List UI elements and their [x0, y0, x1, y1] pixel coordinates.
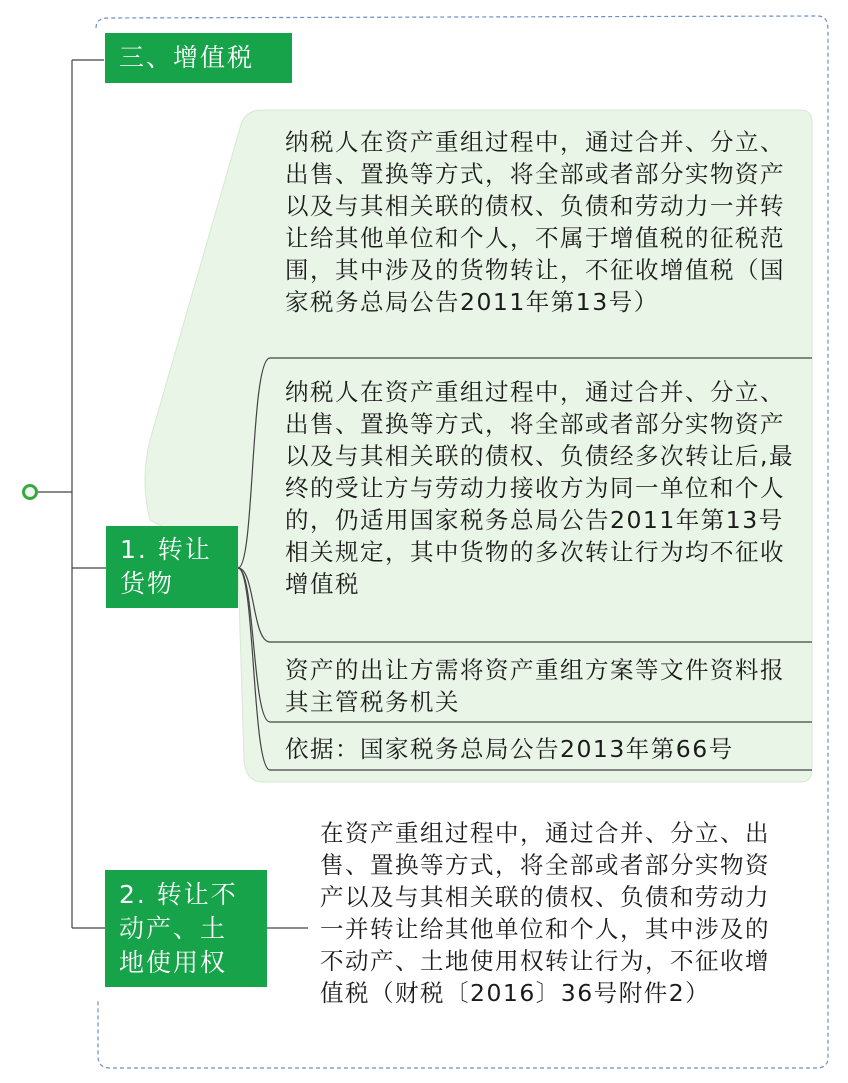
branch-goods-label: 1. 转让 货物: [120, 535, 212, 598]
note-realestate: 在资产重组过程中，通过合并、分立、出售、置换等方式，将全部或者部分实物资产以及与其相关联的债权、负债和劳动力一并转让给其他单位和个人，其中涉及的不动产、土地使用权转让行为，不征收增值税（财税〔2016〕36号附件2）: [320, 819, 770, 1007]
topic-title[interactable]: [105, 33, 292, 83]
topic-title-text: 三、增值税: [119, 43, 255, 72]
branch-realestate-label: 2. 转让不 动产、土 地使用权: [119, 879, 238, 977]
note-goods-2: 纳税人在资产重组过程中，通过合并、分立、出售、置换等方式，将全部或者部分实物资产以及与其相关联的债权、负债经多次转让后,最终的受让方与劳动力接收方为同一单位和个人的，仍适用国家税务总局公告2011年第13号相关规定，其中货物的多次转让行为均不征收增值税: [285, 378, 794, 598]
note-goods-3: 资产的出让方需将资产重组方案等文件资料报其主管税务机关: [285, 656, 785, 716]
branch-realestate-transfer[interactable]: [105, 870, 267, 987]
branch-goods-transfer[interactable]: [106, 526, 238, 608]
note-goods-basis: 依据：国家税务总局公告2013年第66号: [285, 735, 734, 763]
root-node-dot[interactable]: [22, 484, 38, 500]
note-goods-1: 纳税人在资产重组过程中，通过合并、分立、出售、置换等方式，将全部或者部分实物资产以及与其相关联的债权、负债和劳动力一并转让给其他单位和个人，不属于增值税的征税范围，其中涉及的货物转让，不征收增值税（国家税务总局公告2011年第13号）: [285, 128, 785, 316]
